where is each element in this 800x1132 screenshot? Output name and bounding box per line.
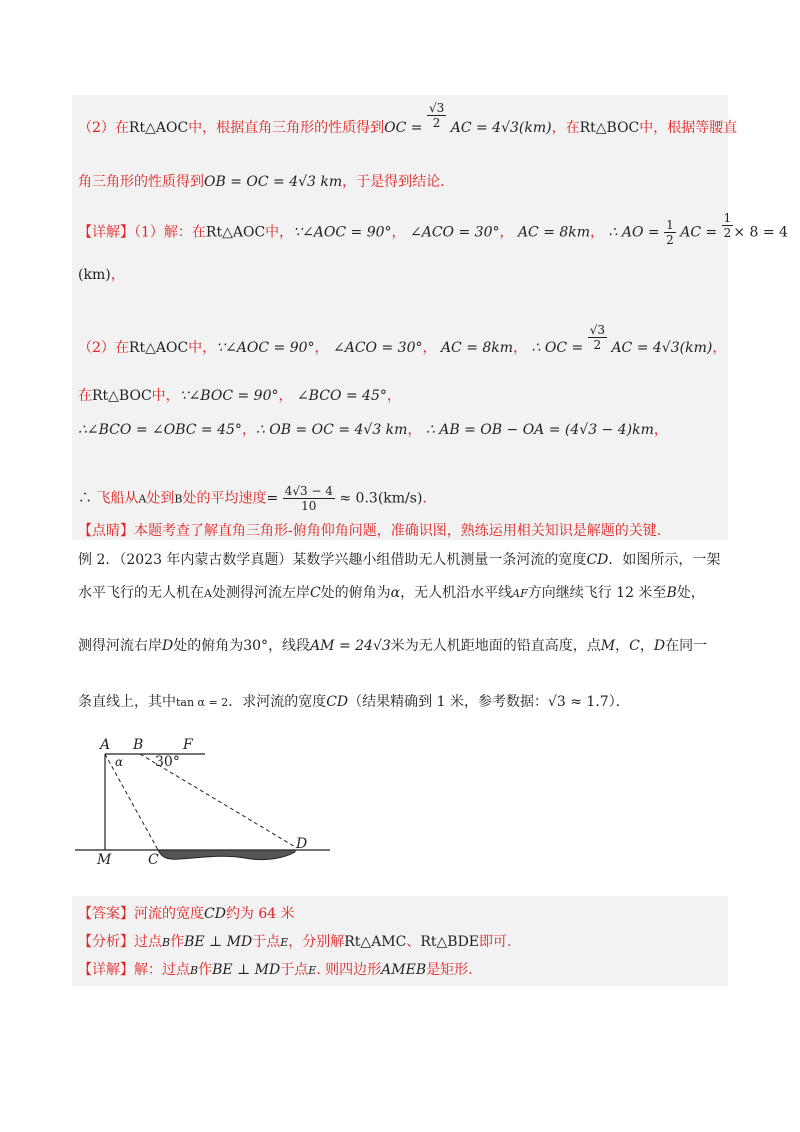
comment-line: 【点睛】本题考查了解直角三角形-俯角仰角问题，准确识图，熟练运用相关知识是解题的关键. xyxy=(78,523,662,539)
river xyxy=(158,850,295,860)
example-2-line-4: 条直线上，其中tan α = 2．求河流的宽度CD（结果精确到 1 米，参考数据：√3 ≈ 1.7）． xyxy=(78,694,630,710)
answer-line: 【答案】河流的宽度CD约为 64 米 xyxy=(78,906,295,922)
example-2-line-1: 例 2．（2023 年内蒙古数学真题）某数学兴趣小组借助无人机测量一条河流的宽度CD．如图所示，一架 xyxy=(78,552,721,568)
fraction: $\frac{1}{2}$ xyxy=(666,218,674,247)
label-30deg: 30° xyxy=(155,754,180,770)
analysis-line: 【分析】过点B作BE ⊥ MD于点E，分别解Rt△AMC、Rt△BDE即可. xyxy=(78,934,512,950)
label-m: M xyxy=(97,852,112,868)
detail-1-unit: (km)， xyxy=(78,267,125,283)
river-figure xyxy=(70,730,340,870)
label-alpha: α xyxy=(115,755,124,769)
label-c: C xyxy=(148,852,159,868)
hint-line-2: 角三角形的性质得到OB = OC = 4√3 km，于是得到结论. xyxy=(78,174,445,190)
detail-2-line-2: 在Rt△BOC中，∵∠BOC = 90°， ∠BCO = 45°， xyxy=(78,388,401,404)
sight-line-ac xyxy=(105,754,158,850)
label-d: D xyxy=(296,836,308,852)
detail-3-line: 【详解】解：过点B作BE ⊥ MD于点E. 则四边形AMEB是矩形. xyxy=(78,962,473,978)
label-b: B xyxy=(133,737,144,753)
label-f: F xyxy=(183,737,193,753)
example-2-line-3: 测得河流右岸D处的俯角为30°，线段AM = 24√3米为无人机距地面的铅直高度，点M，C，D在同一 xyxy=(78,638,708,654)
label-a: A xyxy=(100,737,111,753)
detail-2-line-1: （2）在Rt△AOC中，∵∠AOC = 90°， ∠ACO = 30°， AC = 8km， ∴ OC = $\frac{√3}{2}$ AC = 4√3(km)， xyxy=(78,322,727,356)
solution-block-top xyxy=(72,95,728,540)
detail-2-line-4: ∴ 飞船从A处到B处的平均速度= $\frac{4√3 - 4}{10}$ ≈ 0.3(km/s). xyxy=(78,484,427,513)
detail-2-line-3: ∴∠BCO = ∠OBC = 45°，∴ OB = OC = 4√3 km， ∴ AB = OB − OA = (4√3 − 4)km， xyxy=(78,422,668,438)
example-2-line-2: 水平飞行的无人机在A处测得河流左岸C处的俯角为α，无人机沿水平线AF方向继续飞行 12 米至B处， xyxy=(78,585,705,601)
detail-1-line: 【详解】（1）解：在Rt△AOC中，∵∠AOC = 90°， ∠ACO = 30°， AC = 8km， ∴ AO = $\frac{1}{2}$ AC = $\frac{1}{2}$ × 8 = 4 xyxy=(78,211,788,247)
hint-line-1: （2）在Rt△AOC中，根据直角三角形的性质得到OC = $\frac{√3}{2}$ AC = 4√3(km)，在Rt△BOC中，根据等腰直 xyxy=(78,100,738,136)
fraction: $\frac{4√3 - 4}{10}$ xyxy=(284,484,333,513)
fraction: $\frac{1}{2}$ xyxy=(723,211,732,240)
fraction: $\frac{√3}{2}$ xyxy=(428,100,445,130)
fraction: $\frac{√3}{2}$ xyxy=(589,322,605,352)
